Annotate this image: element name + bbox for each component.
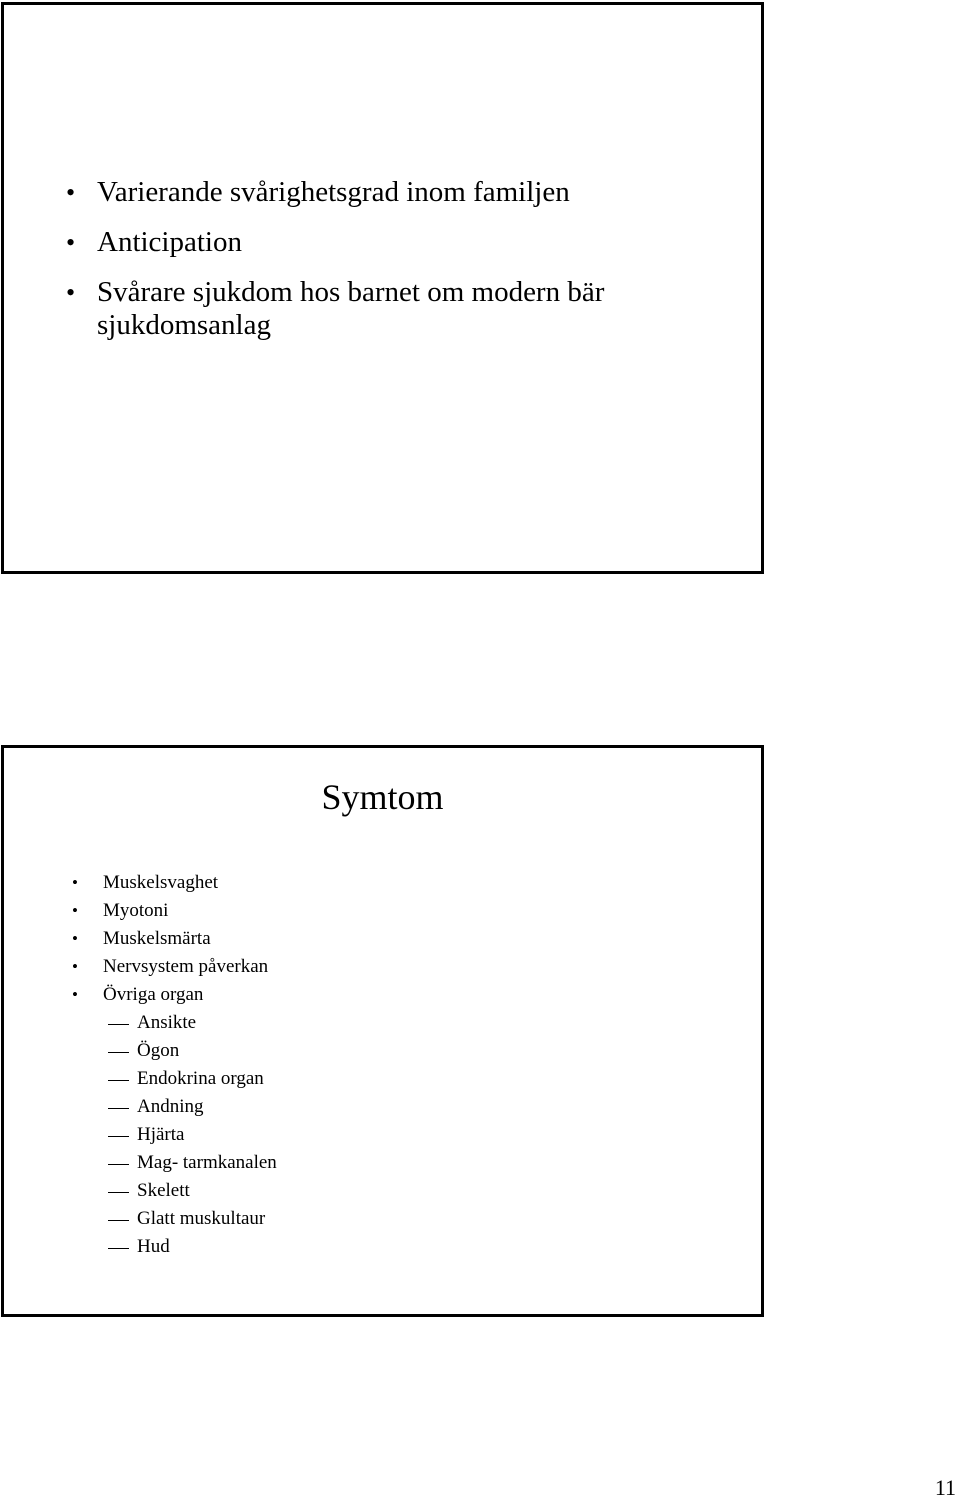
bullet-dot-icon: •: [72, 929, 78, 948]
dash-icon: [108, 1108, 129, 1109]
sub-bullet-text: Skelett: [137, 1180, 190, 1201]
organ-sub-bullet: [72, 1121, 277, 1149]
organ-sub-bullet: [72, 1149, 277, 1177]
symptom-bullet: [72, 897, 268, 925]
sub-bullet-text: Hud: [137, 1236, 170, 1257]
slide-1-bullet-list: [66, 176, 726, 359]
organ-sub-bullet: [72, 1037, 277, 1065]
sub-bullet-text: Mag- tarmkanalen: [137, 1152, 277, 1173]
symptom-list: [72, 869, 268, 1009]
sub-bullet-text: Endokrina organ: [137, 1068, 264, 1089]
organ-sub-bullet: [72, 1233, 277, 1261]
sub-bullet-text: Ögon: [137, 1040, 180, 1061]
organ-sub-bullet: [72, 1177, 277, 1205]
bullet-dot-icon: •: [72, 985, 78, 1004]
bullet-dot-icon: •: [72, 957, 78, 976]
bullet-dot-icon: •: [66, 278, 76, 307]
bullet-dot-icon: •: [72, 901, 78, 920]
slide-1-bullet: [66, 276, 726, 342]
organ-sub-bullet: [72, 1009, 277, 1037]
bullet-dot-icon: •: [66, 178, 76, 207]
slide-1-bullet: [66, 226, 726, 259]
symptom-bullet: [72, 981, 268, 1009]
organ-sub-bullet: [72, 1093, 277, 1121]
symptom-bullet: [72, 925, 268, 953]
bullet-text: Muskelsvaghet: [103, 872, 219, 893]
sub-bullet-text: Ansikte: [137, 1012, 197, 1033]
slide-title: Symtom: [321, 777, 444, 817]
dash-icon: [108, 1024, 129, 1025]
dash-icon: [108, 1136, 129, 1137]
sub-bullet-text: Glatt muskultaur: [137, 1208, 266, 1229]
bullet-text: Anticipation: [97, 226, 242, 258]
slide-2: [1, 745, 764, 1317]
bullet-dot-icon: •: [72, 873, 78, 892]
bullet-text: Svårare sjukdom hos barnet om modern bär sjukdomsanlag: [97, 276, 605, 341]
sub-bullet-text: Andning: [137, 1096, 204, 1117]
symptom-bullet: [72, 953, 268, 981]
dash-icon: [108, 1052, 129, 1053]
dash-icon: [108, 1248, 129, 1249]
bullet-text: Muskelsmärta: [103, 928, 211, 949]
symptom-bullet: [72, 869, 268, 897]
organ-sub-bullet: [72, 1205, 277, 1233]
bullet-text: Varierande svårighetsgrad inom familjen: [97, 176, 570, 208]
bullet-text: Myotoni: [103, 900, 169, 921]
dash-icon: [108, 1164, 129, 1165]
bullet-text: Nervsystem påverkan: [103, 956, 269, 977]
slide-1-bullet: [66, 176, 726, 209]
bullet-text: Övriga organ: [103, 984, 204, 1005]
dash-icon: [108, 1220, 129, 1221]
bullet-dot-icon: •: [66, 228, 76, 257]
organ-sub-bullet: [72, 1065, 277, 1093]
sub-bullet-text: Hjärta: [137, 1124, 185, 1145]
slide-1: [1, 2, 764, 574]
organ-sub-list: [72, 1009, 277, 1261]
dash-icon: [108, 1192, 129, 1193]
page-number: 11: [934, 1475, 956, 1500]
dash-icon: [108, 1080, 129, 1081]
